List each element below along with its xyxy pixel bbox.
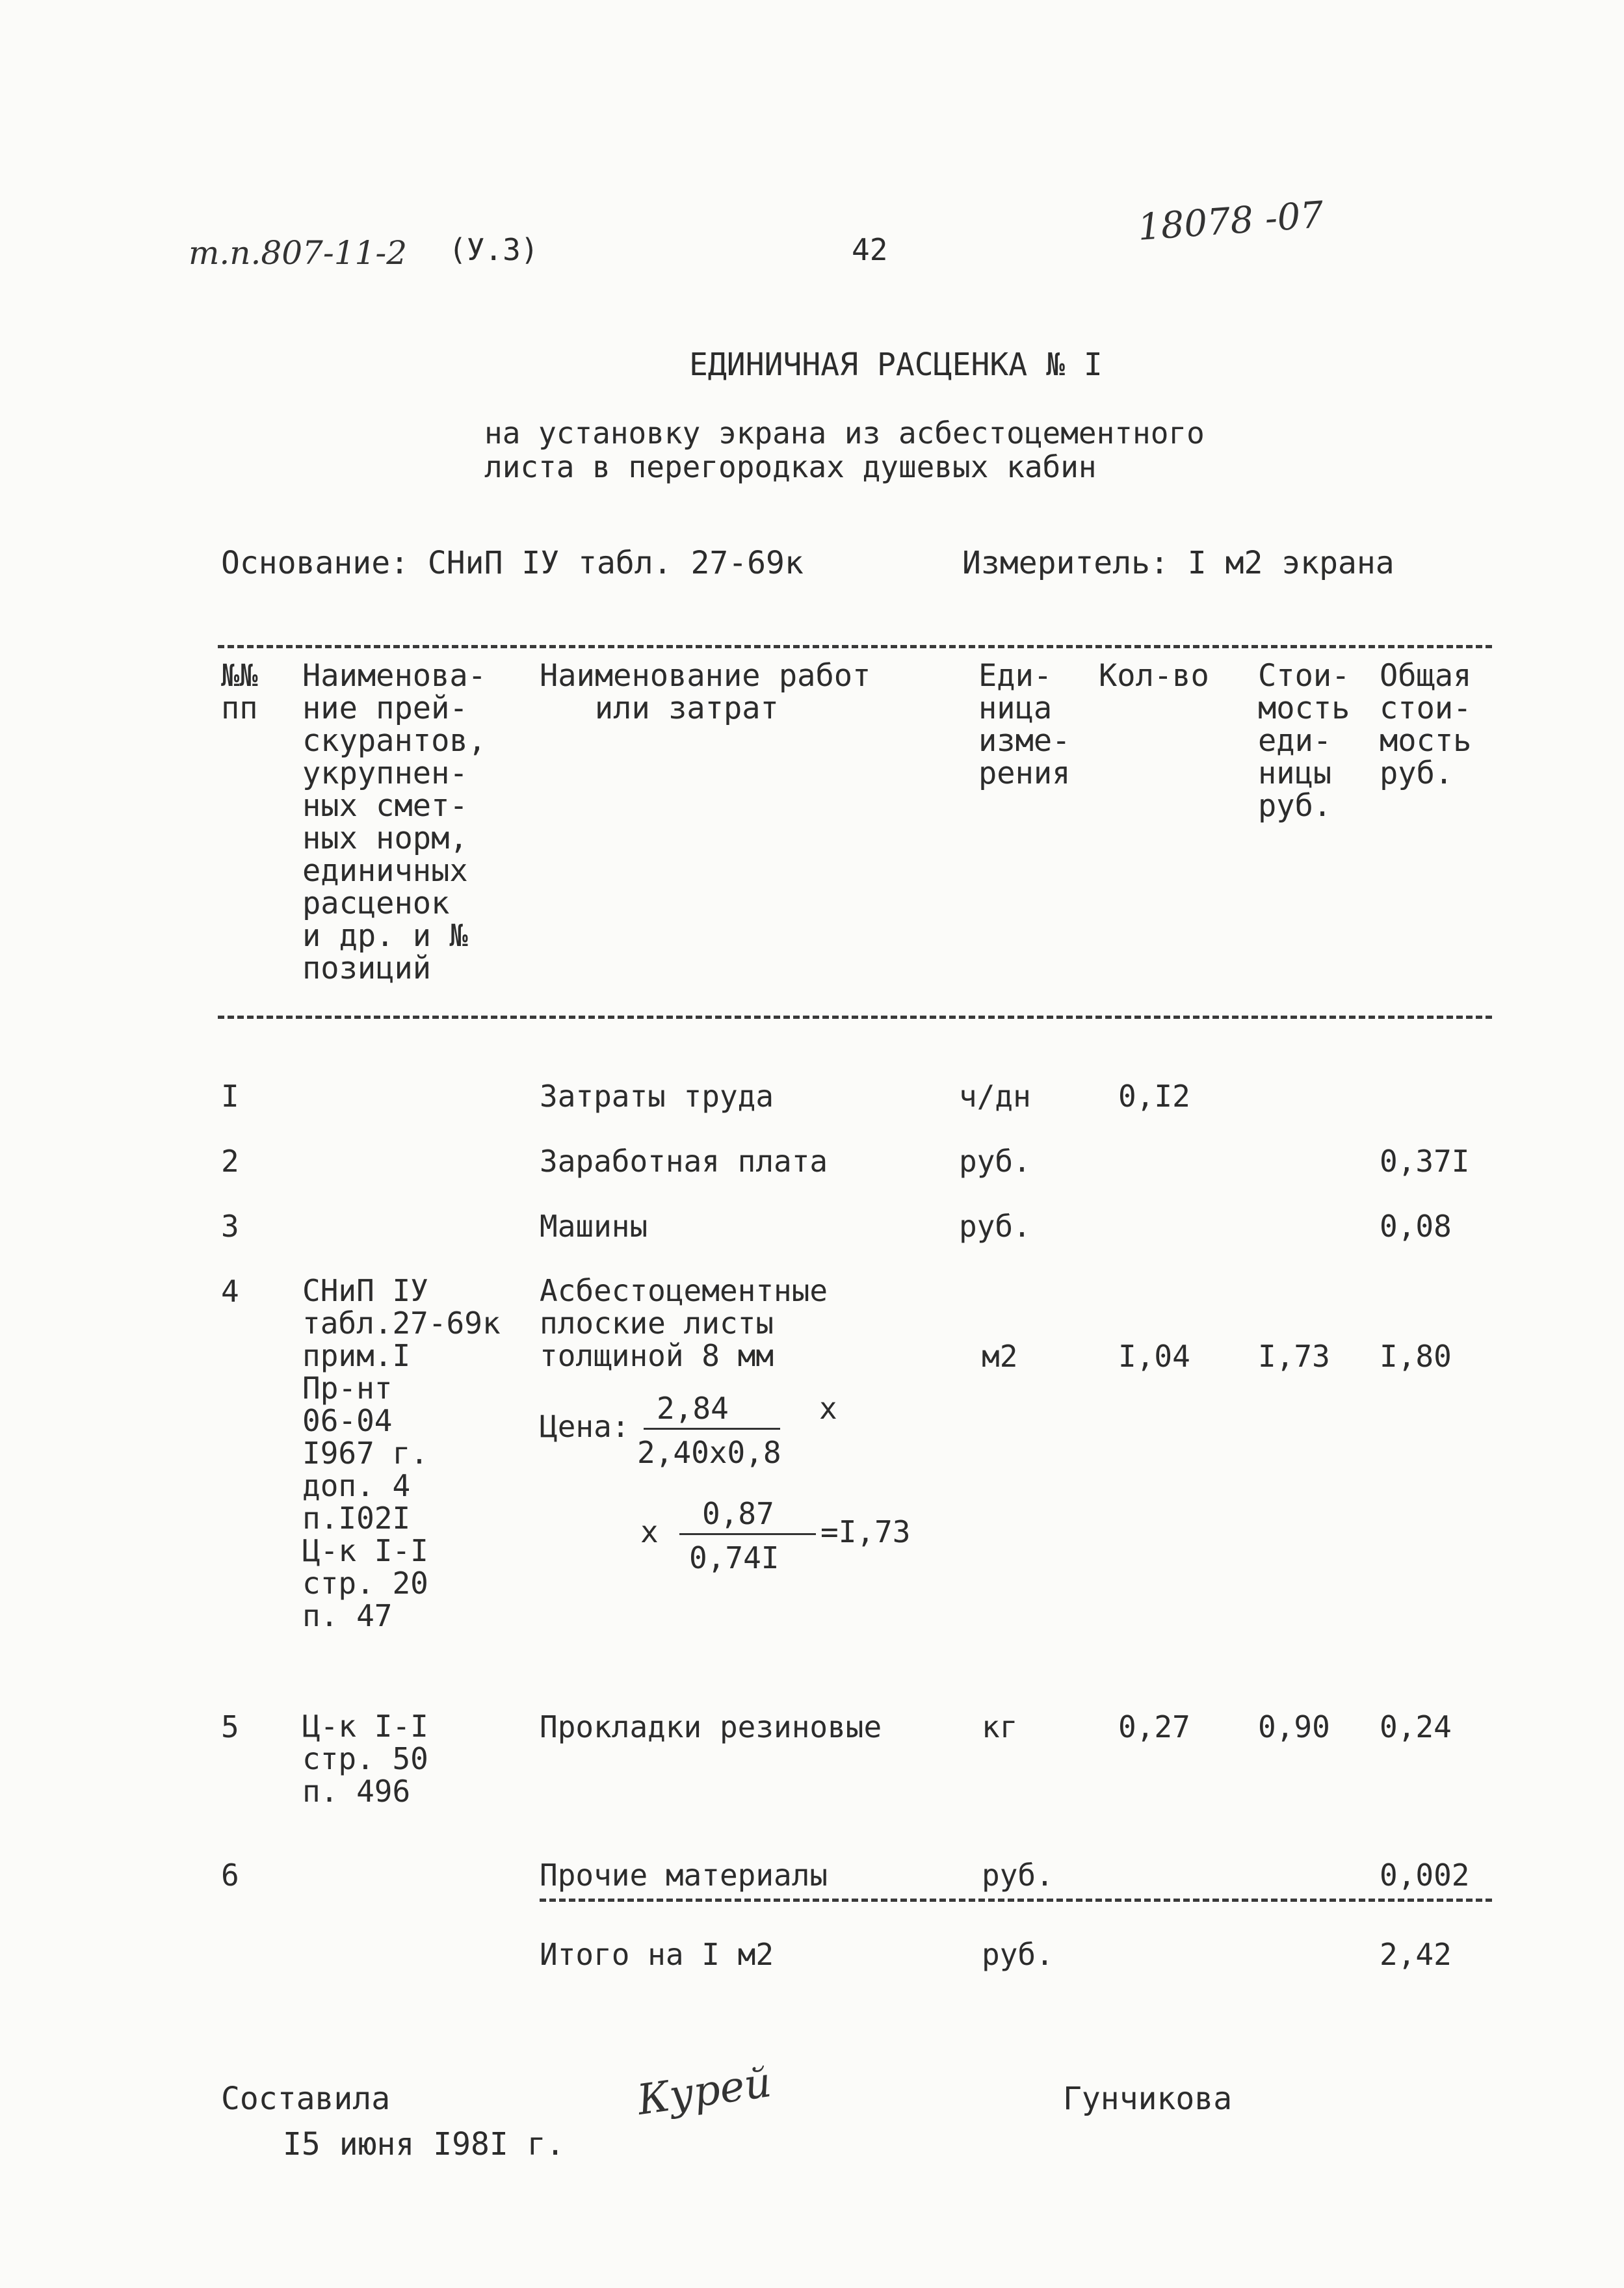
table-top-rule [218,645,1492,648]
handwritten-series: т.п.807-11-2 [189,234,408,272]
row-1-num: I [221,1079,239,1114]
row-4-num: 4 [221,1274,239,1309]
price-calc-den1: 2,40х0,8 [637,1435,781,1470]
author-name: Гунчикова [1063,2081,1233,2117]
total-row-name: Итого на I м2 [540,1937,774,1972]
volume-label: (У.3) [449,232,539,267]
row-2-total: 0,37I [1380,1144,1470,1179]
row-4-name: Асбестоцементные плоские листы толщиной 8 мм [540,1273,828,1373]
col-header-qty: Кол-во [1099,658,1209,694]
basis-label: Основание: СНиП IУ табл. 27-69к [221,545,804,581]
row-5-source: Ц-к I-I стр. 50 п. 496 [302,1709,428,1809]
col-header-name: Наименование работ или затрат [540,658,871,726]
row-4-unit: м2 [982,1339,1018,1374]
price-calc-num2: 0,87 [702,1496,774,1531]
row-5-total: 0,24 [1380,1709,1452,1744]
row-4-source: СНиП IУ табл.27-69к прим.I Пр-нт 06-04 I967 г. доп. 4 п.I02I Ц-к I-I стр. 20 п. 47 [302,1273,501,1633]
row-6-total: 0,002 [1380,1858,1470,1893]
total-row-value: 2,42 [1380,1937,1452,1972]
signature: Курей [634,2058,774,2125]
total-rule [540,1899,1492,1902]
page-number: 42 [852,232,888,267]
col-header-unit: Еди- ница изме- рения [978,658,1071,791]
col-header-source: Наименова- ние прей- скурантов, укрупнен- ных смет- ных норм, единичных расценок и др. и № позиций [302,658,486,986]
row-5-unit: кг [982,1709,1018,1744]
row-5-name: Прокладки резиновые [540,1709,882,1744]
row-1-name: Затраты труда [540,1079,774,1114]
price-calc-result: =I,73 [820,1514,911,1549]
price-calc-bar2 [679,1533,816,1535]
row-6-num: 6 [221,1858,239,1893]
row-1-qty: 0,I2 [1118,1079,1190,1114]
row-2-unit: руб. [959,1144,1031,1179]
col-header-total: Общая стои- мость руб. [1380,658,1472,791]
row-5-num: 5 [221,1709,239,1744]
row-3-unit: руб. [959,1209,1031,1244]
col-header-price: Стои- мость еди- ницы руб. [1258,658,1350,824]
row-2-num: 2 [221,1144,239,1179]
compiled-date: I5 июня I98I г. [283,2126,565,2163]
price-calc-bar1 [644,1428,780,1430]
row-2-name: Заработная плата [540,1144,828,1179]
price-calc-times1: х [819,1391,837,1426]
row-5-price: 0,90 [1258,1709,1330,1744]
row-1-unit: ч/дн [959,1079,1031,1114]
col-header-num: №№ пп [221,658,258,726]
meter-label: Измеритель: I м2 экрана [962,545,1395,581]
price-calc-times2: х [640,1514,659,1549]
price-calc-den2: 0,74I [689,1540,779,1575]
table-header-rule [218,1016,1492,1019]
page-title: ЕДИНИЧНАЯ РАСЦЕНКА № I [689,347,1103,383]
row-3-total: 0,08 [1380,1209,1452,1244]
row-3-name: Машины [540,1209,648,1244]
subtitle-line-2: листа в перегородках душевых кабин [484,449,1097,484]
handwritten-doc-number: 18078 -07 [1136,194,1326,249]
subtitle-line-1: на установку экрана из асбестоцементного [484,415,1205,451]
row-4-qty: I,04 [1118,1339,1190,1374]
row-5-qty: 0,27 [1118,1709,1190,1744]
row-3-num: 3 [221,1209,239,1244]
row-6-unit: руб. [982,1858,1054,1893]
compiled-label: Составила [221,2081,391,2117]
row-6-name: Прочие материалы [540,1858,828,1893]
row-4-price: I,73 [1258,1339,1330,1374]
total-row-unit: руб. [982,1937,1054,1972]
price-calc-num1: 2,84 [657,1391,729,1426]
price-calc-label: Цена: [540,1409,630,1444]
row-4-total: I,80 [1380,1339,1452,1374]
